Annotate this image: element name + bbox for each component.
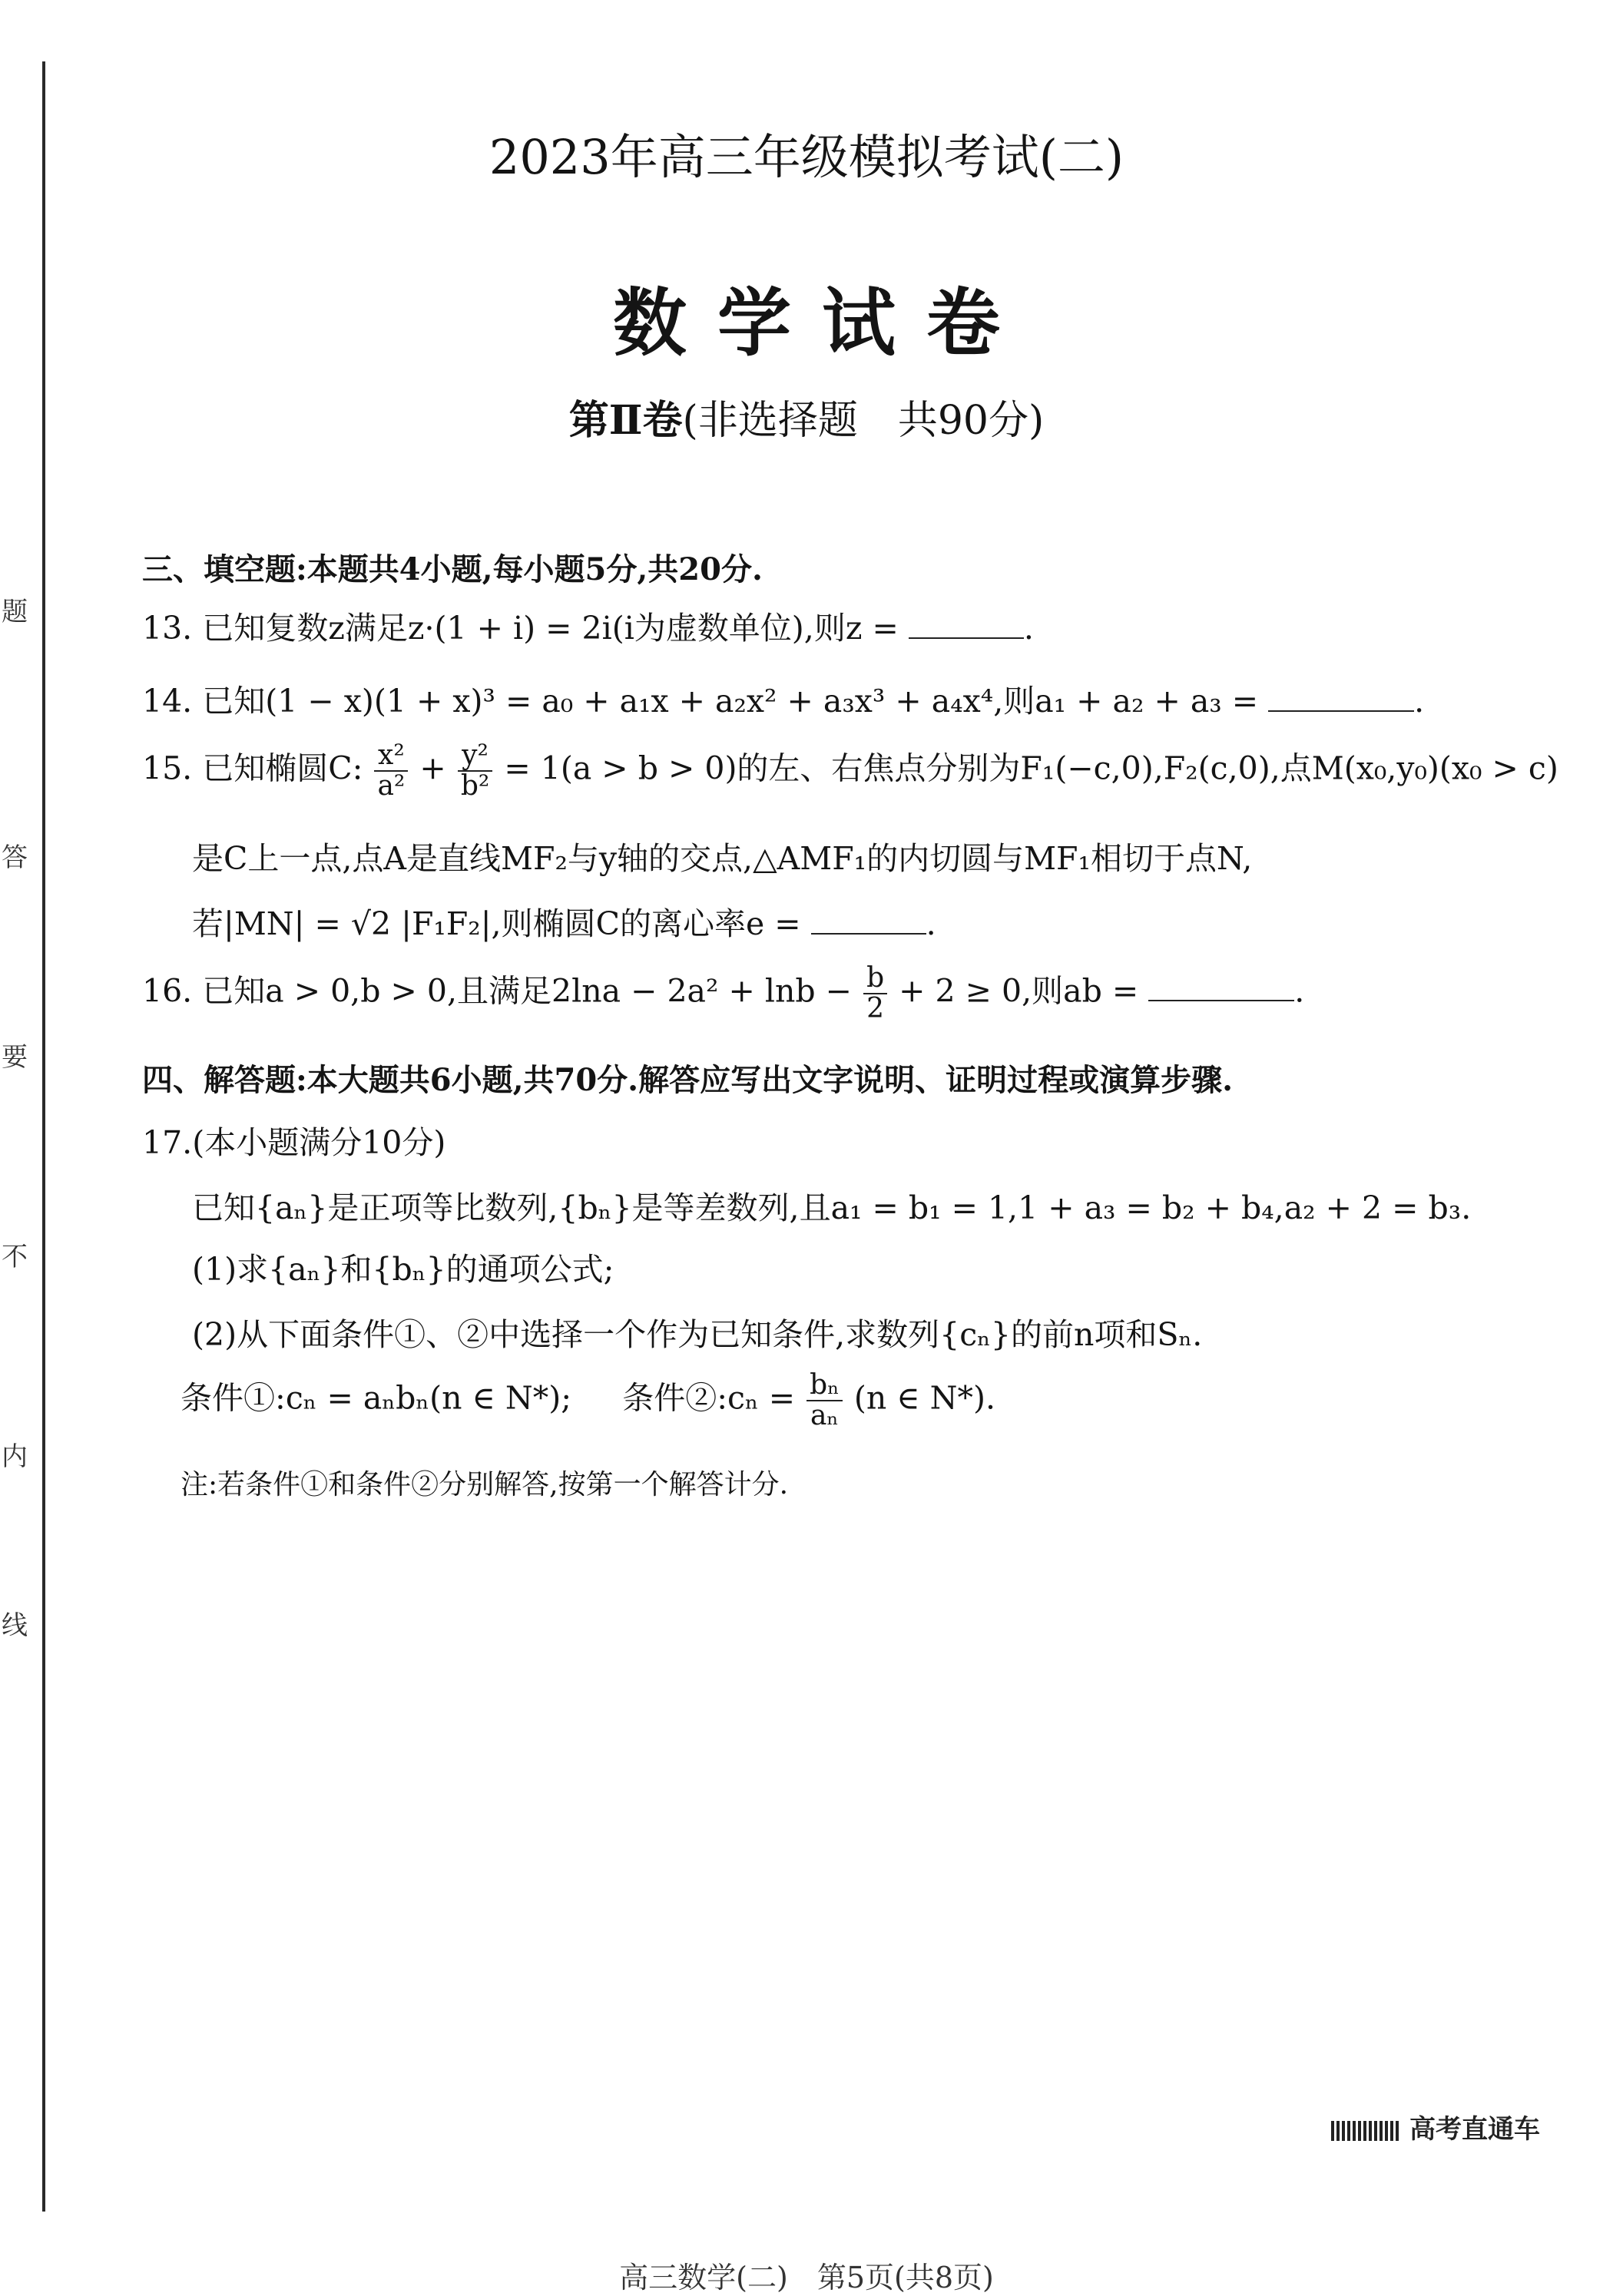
q13-answer-blank[interactable]	[909, 614, 1024, 639]
margin-char: 答	[2, 842, 28, 873]
margin-char: 内	[2, 1441, 28, 1472]
question-15-line2: 是C上一点,点A是直线MF₂与y轴的交点,△AMF₁的内切圆与MF₁相切于点N,	[192, 840, 1253, 877]
q16-end: .	[1294, 972, 1305, 1010]
fraction-denominator: 2	[866, 992, 885, 1024]
q15-end: .	[926, 905, 936, 942]
q15-fraction-y	[458, 741, 492, 801]
q15-fraction-x	[374, 741, 408, 801]
condition-2-label: 条件②:cₙ =	[622, 1379, 796, 1417]
q15-line1-b: = 1(a > b > 0)的左、右焦点分别为F₁(−c,0),F₂(c,0),点M(x₀,y₀)(x₀ > c)	[504, 749, 1558, 787]
margin-char: 题	[2, 597, 28, 627]
part-title-bold: 第Ⅱ卷	[568, 397, 683, 444]
section3-heading: 三、填空题:本题共4小题,每小题5分,共20分.	[142, 551, 763, 587]
condition-2-domain: (n ∈ N*).	[853, 1379, 996, 1417]
q13-end: .	[1023, 610, 1034, 647]
q16-text-b: + 2 ≥ 0,则ab =	[899, 972, 1139, 1010]
section4-heading: 四、解答题:本大题共6小题,共70分.解答应写出文字说明、证明过程或演算步骤.	[142, 1062, 1234, 1098]
q15-line1-a: 15. 已知椭圆C:	[142, 749, 363, 787]
binding-line	[42, 61, 45, 2212]
fraction-numerator: b	[863, 964, 887, 994]
watermark-logo	[1331, 2108, 1540, 2145]
exam-title: 2023年高三年级模拟考试(二)	[489, 129, 1124, 185]
page-footer: 高三数学(二) 第5页(共8页)	[619, 2261, 994, 2294]
q14-end: .	[1414, 683, 1425, 720]
fraction-numerator: x²	[374, 741, 408, 772]
question-14	[142, 676, 1424, 721]
question-17-conditions	[181, 1371, 995, 1431]
margin-char: 不	[2, 1242, 28, 1272]
fraction-numerator: bₙ	[806, 1371, 843, 1401]
condition-2-fraction	[806, 1371, 843, 1431]
question-15-line1	[142, 741, 1558, 801]
logo-text: 高考直通车	[1409, 2114, 1540, 2145]
question-17-note: 注:若条件①和条件②分别解答,按第一个解答计分.	[181, 1469, 789, 1500]
part-title	[0, 388, 1613, 445]
q15-plus: +	[419, 749, 446, 787]
part-title-rest: (非选择题 共90分)	[682, 398, 1045, 444]
question-17-part1: (1)求{aₙ}和{bₙ}的通项公式;	[192, 1251, 614, 1288]
q13-text: 13. 已知复数z满足z·(1 + i) = 2i(i为虚数单位),则z =	[142, 610, 899, 647]
paper-title: 数学试卷	[613, 280, 1031, 366]
fraction-denominator: b²	[460, 769, 490, 802]
question-17-given: 已知{aₙ}是正项等比数列,{bₙ}是等差数列,且a₁ = b₁ = 1,1 + a₃ = b₂ + b₄,a₂ + 2 = b₃.	[192, 1189, 1472, 1226]
fraction-denominator: aₙ	[810, 1399, 839, 1431]
margin-char: 线	[2, 1610, 28, 1641]
fraction-denominator: a²	[377, 769, 406, 802]
fraction-numerator: y²	[458, 741, 492, 772]
q14-answer-blank[interactable]	[1268, 687, 1414, 712]
q16-answer-blank[interactable]	[1148, 977, 1294, 1001]
q14-text: 14. 已知(1 − x)(1 + x)³ = a₀ + a₁x + a₂x² + a₃x³ + a₄x⁴,则a₁ + a₂ + a₃ =	[142, 683, 1259, 720]
q16-fraction	[863, 964, 887, 1024]
question-15-line3	[192, 898, 936, 944]
question-16	[142, 964, 1304, 1024]
question-13	[142, 603, 1034, 648]
qr-code-icon	[1331, 2121, 1400, 2141]
question-17-header: 17.(本小题满分10分)	[142, 1124, 446, 1161]
q15-answer-blank[interactable]	[811, 910, 926, 935]
condition-1: 条件①:cₙ = aₙbₙ(n ∈ N*);	[181, 1379, 572, 1417]
margin-char: 要	[2, 1042, 28, 1073]
question-17-part2: (2)从下面条件①、②中选择一个作为已知条件,求数列{cₙ}的前n项和Sₙ.	[192, 1316, 1203, 1353]
q16-text-a: 16. 已知a > 0,b > 0,且满足2lna − 2a² + lnb −	[142, 972, 853, 1010]
q15-line3: 若|MN| = √2 |F₁F₂|,则椭圆C的离心率e =	[192, 905, 801, 942]
